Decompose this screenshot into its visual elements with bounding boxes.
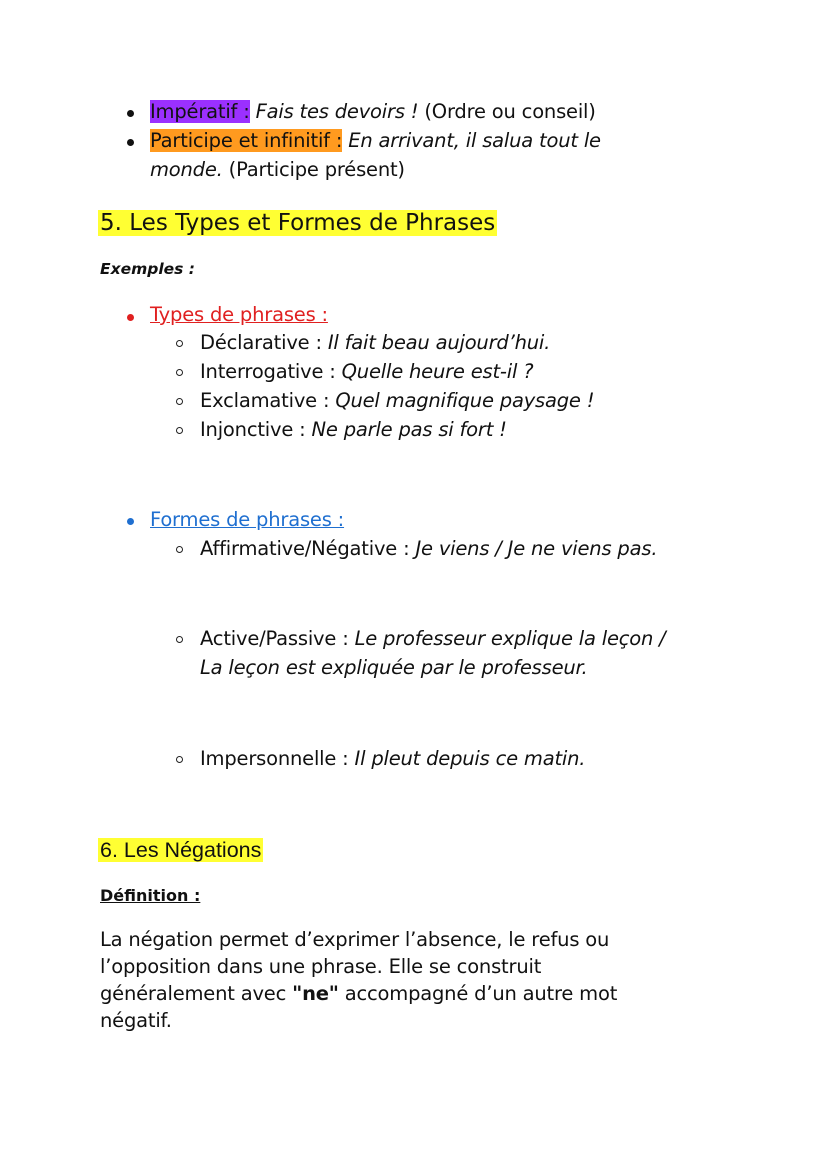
section-6-title: 6. Les Négations [100, 838, 262, 862]
paragraph-text: généralement avec [100, 982, 293, 1005]
sub-bullet-circle [176, 546, 183, 553]
sub-bullet-circle [176, 427, 183, 434]
note-participe: (Participe présent) [222, 158, 405, 181]
sub-bullet-circle [176, 756, 183, 763]
sub-bullet-circle [176, 636, 183, 643]
type-example: Quel magnifique paysage ! [329, 389, 595, 412]
example-participe: En arrivant, il salua tout le [342, 129, 601, 152]
form-name: Affirmative/Négative : [200, 537, 410, 560]
form-item [200, 745, 585, 773]
section-6-heading [98, 836, 263, 865]
type-name: Déclarative : [200, 331, 322, 354]
types-link[interactable]: Types de phrases : [150, 303, 328, 326]
bullet-dot [127, 314, 134, 321]
label-participe: Participe et infinitif : [150, 129, 343, 152]
form-item [200, 535, 657, 563]
bullet-participe [150, 127, 601, 155]
form-example-cont: La leçon est expliquée par le professeur. [200, 656, 588, 679]
type-name: Exclamative : [200, 389, 330, 412]
form-name: Active/Passive : [200, 627, 349, 650]
examples-label: Exemples : [100, 260, 195, 278]
form-example: Le professeur explique la leçon / [348, 627, 666, 650]
paragraph-text: accompagné d’un autre mot [338, 982, 618, 1005]
paragraph-line: négatif. [100, 1009, 172, 1032]
type-example: Ne parle pas si fort ! [305, 418, 507, 441]
paragraph-line: La négation permet d’exprimer l’absence, le refus ou [100, 928, 610, 951]
label-imperatif: Impératif : [150, 100, 250, 123]
definition-label: Définition : [100, 886, 201, 905]
sub-bullet-circle [176, 340, 183, 347]
forms-heading [150, 506, 344, 534]
types-heading [150, 301, 328, 329]
example-participe-cont: monde. [150, 158, 223, 181]
forms-link[interactable]: Formes de phrases : [150, 508, 345, 531]
note-imperatif: (Ordre ou conseil) [418, 100, 596, 123]
type-name: Interrogative : [200, 360, 336, 383]
sub-bullet-circle [176, 398, 183, 405]
bullet-dot [127, 110, 134, 117]
paragraph-ne: "ne" [292, 982, 339, 1005]
type-example: Il fait beau aujourd’hui. [321, 331, 551, 354]
type-item [200, 416, 507, 444]
form-item [200, 625, 666, 653]
type-item [200, 358, 533, 386]
form-example: Il pleut depuis ce matin. [348, 747, 586, 770]
paragraph-line: l’opposition dans une phrase. Elle se construit [100, 955, 542, 978]
paragraph-line [100, 980, 617, 1007]
form-name: Impersonnelle : [200, 747, 349, 770]
bullet-participe-cont [150, 156, 405, 184]
section-5-title: 5. Les Types et Formes de Phrases [100, 210, 496, 236]
type-name: Injonctive : [200, 418, 306, 441]
bullet-dot [127, 139, 134, 146]
type-item [200, 387, 594, 415]
type-example: Quelle heure est-il ? [335, 360, 534, 383]
type-item [200, 329, 550, 357]
form-example: Je viens / Je ne viens pas. [409, 537, 658, 560]
example-imperatif: Fais tes devoirs ! [249, 100, 419, 123]
bullet-imperatif [150, 98, 596, 126]
sub-bullet-circle [176, 369, 183, 376]
bullet-dot [127, 518, 134, 525]
section-5-heading [98, 207, 497, 239]
